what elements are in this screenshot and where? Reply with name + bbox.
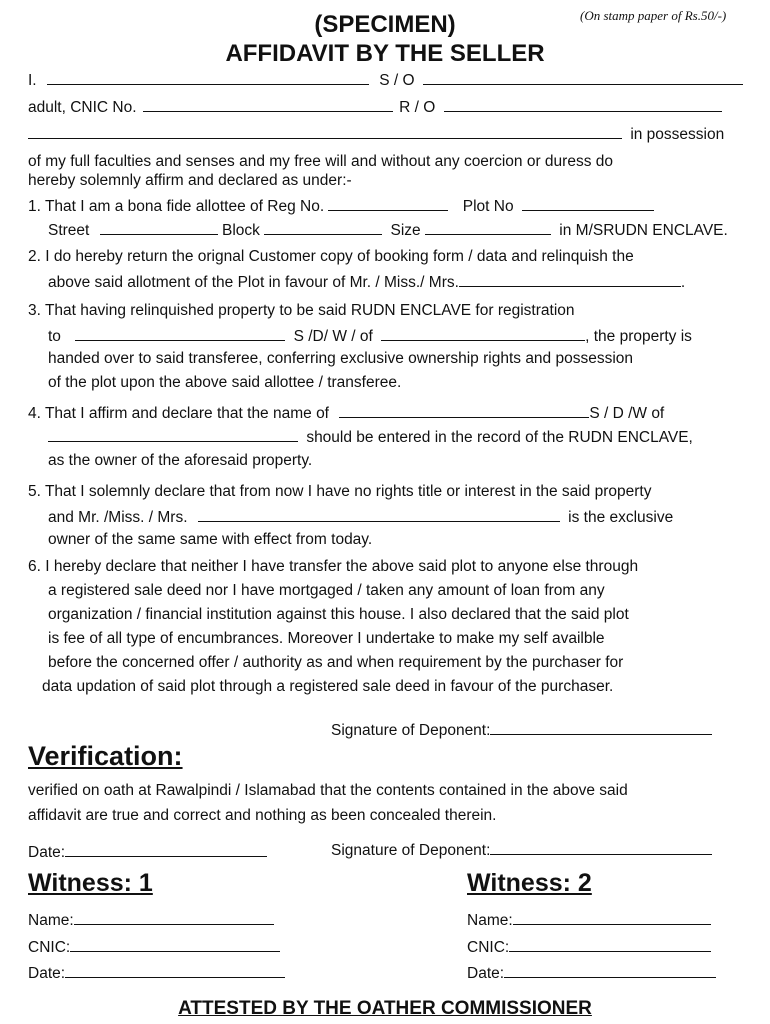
witness-2-date-line xyxy=(467,963,716,983)
witness-2-name-blank[interactable] xyxy=(513,910,711,925)
stamp-paper-note: (On stamp paper of Rs.50/-) xyxy=(580,8,727,23)
verification-date-line xyxy=(28,842,267,862)
street-blank[interactable] xyxy=(100,220,218,235)
father-name-blank[interactable] xyxy=(423,70,743,85)
verification-signature-line xyxy=(331,840,712,860)
plot-no-blank[interactable] xyxy=(522,196,654,211)
witness-2-cnic-label: CNIC: xyxy=(467,939,510,956)
clause-3-line-4: of the plot upon the above said allottee / transferee. xyxy=(48,374,402,391)
entered-label: should be entered in the record of the RUDN ENCLAVE, xyxy=(306,429,693,446)
size-blank[interactable] xyxy=(425,220,551,235)
witness-1-date-label: Date: xyxy=(28,965,66,982)
witness-1-heading: Witness: 1 xyxy=(28,869,153,897)
specimen-title: (SPECIMEN) xyxy=(314,11,456,38)
signature-label: Signature of Deponent: xyxy=(331,722,491,739)
witness-2-date-blank[interactable] xyxy=(504,963,716,978)
verification-heading: Verification: xyxy=(28,741,183,771)
reg-no-label: 1. That I am a bona fide allottee of Reg No. xyxy=(28,198,325,215)
verification-date-blank[interactable] xyxy=(65,842,267,857)
plot-no-label: Plot No xyxy=(462,198,514,215)
so-label: S / O xyxy=(379,72,415,89)
witness-1-name-line xyxy=(28,910,274,930)
exclusive-owner-blank[interactable] xyxy=(198,507,560,522)
witness-2-date-label: Date: xyxy=(467,965,505,982)
attested-footer: ATTESTED BY THE OATHER COMMISSIONER xyxy=(178,998,592,1019)
reg-no-blank[interactable] xyxy=(328,196,448,211)
cnic-blank[interactable] xyxy=(143,97,393,112)
witness-2-heading: Witness: 2 xyxy=(467,869,592,897)
witness-1-cnic-blank[interactable] xyxy=(70,937,280,952)
new-owner-name-blank[interactable] xyxy=(339,403,589,418)
clause-1-line-1 xyxy=(28,196,654,216)
residence-blank[interactable] xyxy=(444,97,722,112)
address-blank[interactable] xyxy=(28,124,622,139)
clause-6-line-6: data updation of said plot through a registered sale deed in favour of the purchaser. xyxy=(42,678,614,695)
clause-6-line-3: organization / financial institution against this house. I also declared that the said plot xyxy=(48,606,629,623)
clause-4-line-1 xyxy=(28,403,664,423)
signature-blank[interactable] xyxy=(490,720,712,735)
transferee-blank[interactable] xyxy=(75,326,285,341)
verification-signature-blank[interactable] xyxy=(490,840,712,855)
to-label: to xyxy=(48,328,61,345)
clause-6-line-5: before the concerned offer / authority as and when requirement by the purchaser for xyxy=(48,654,624,671)
verification-signature-label: Signature of Deponent: xyxy=(331,842,491,859)
witness-1-date-blank[interactable] xyxy=(65,963,285,978)
clause-5-line-2 xyxy=(48,507,673,527)
witness-2-name-label: Name: xyxy=(467,912,513,929)
witness-1-date-line xyxy=(28,963,285,983)
verification-line-1: verified on oath at Rawalpindi / Islamabad that the contents contained in the above said xyxy=(28,782,628,799)
witness-1-name-label: Name: xyxy=(28,912,74,929)
name-blank[interactable] xyxy=(47,70,369,85)
intro-name-line xyxy=(28,70,743,90)
document-title: AFFIDAVIT BY THE SELLER xyxy=(225,40,545,67)
deponent-signature-line xyxy=(331,720,712,740)
verification-date-label: Date: xyxy=(28,844,66,861)
clause-3-line-2 xyxy=(48,326,692,346)
intro-text-line-2: hereby solemnly affirm and declared as under:- xyxy=(28,172,352,189)
property-label: , the property is xyxy=(585,328,692,345)
size-label: Size xyxy=(390,222,421,239)
mr-label: and Mr. /Miss. / Mrs. xyxy=(48,509,188,526)
clause-2-line-2: above said allotment of the Plot in favour of Mr. / Miss./ Mrs. . xyxy=(48,274,686,291)
clause-2-text: above said allotment of the Plot in favour of Mr. / Miss./ Mrs. xyxy=(48,274,459,291)
clause-3-line-3: handed over to said transferee, conferring exclusive ownership rights and possession xyxy=(48,350,634,367)
clause-4-text: 4. That I affirm and declare that the name of xyxy=(28,405,329,422)
clause-3-line-1: 3. That having relinquished property to be said RUDN ENCLAVE for registration xyxy=(28,302,575,319)
sdw-label: S /D/ W / of xyxy=(293,328,373,345)
witness-2-cnic-blank[interactable] xyxy=(509,937,711,952)
clause-5-line-1: 5. That I solemnly declare that from now I have no rights title or interest in the said property xyxy=(28,483,652,500)
enclave-label: in M/SRUDN ENCLAVE. xyxy=(559,222,728,239)
new-owner-father-blank[interactable] xyxy=(48,427,298,442)
block-blank[interactable] xyxy=(264,220,382,235)
intro-cnic-line xyxy=(28,97,722,117)
clause-6-line-4: is fee of all type of encumbrances. Moreover I undertake to make my self availble xyxy=(48,630,605,647)
clause-5-line-3: owner of the same same with effect from today. xyxy=(48,531,373,548)
ro-label: R / O xyxy=(399,99,436,116)
block-label: Block xyxy=(221,222,260,239)
clause-6-line-2: a registered sale deed nor I have mortgaged / taken any amount of loan from any xyxy=(48,582,605,599)
cnic-label: adult, CNIC No. xyxy=(28,99,137,116)
intro-address-line xyxy=(28,124,724,144)
witness-1-cnic-line xyxy=(28,937,280,957)
clause-4-line-2 xyxy=(48,427,693,447)
witness-1-cnic-label: CNIC: xyxy=(28,939,71,956)
street-label: Street xyxy=(48,222,90,239)
clause-4-sdw-label: S / D /W of xyxy=(589,405,665,422)
possession-label: in possession xyxy=(630,126,725,143)
verification-line-2: affidavit are true and correct and nothing as been concealed therein. xyxy=(28,807,497,824)
witness-2-name-line xyxy=(467,910,711,930)
transferee-father-blank[interactable] xyxy=(381,326,585,341)
intro-text-line-1: of my full faculties and senses and my free will and without any coercion or duress do xyxy=(28,153,613,170)
transferee-name-blank[interactable] xyxy=(459,272,681,287)
clause-6-line-1: 6. I hereby declare that neither I have transfer the above said plot to anyone else through xyxy=(28,558,639,575)
clause-1-line-2 xyxy=(48,220,728,240)
clause-2-line-1: 2. I do hereby return the orignal Customer copy of booking form / data and relinquish the xyxy=(28,248,634,265)
i-label: I. xyxy=(28,72,37,89)
clause-4-line-3: as the owner of the aforesaid property. xyxy=(48,452,313,469)
witness-2-cnic-line xyxy=(467,937,711,957)
exclusive-label: is the exclusive xyxy=(568,509,674,526)
witness-1-name-blank[interactable] xyxy=(74,910,274,925)
